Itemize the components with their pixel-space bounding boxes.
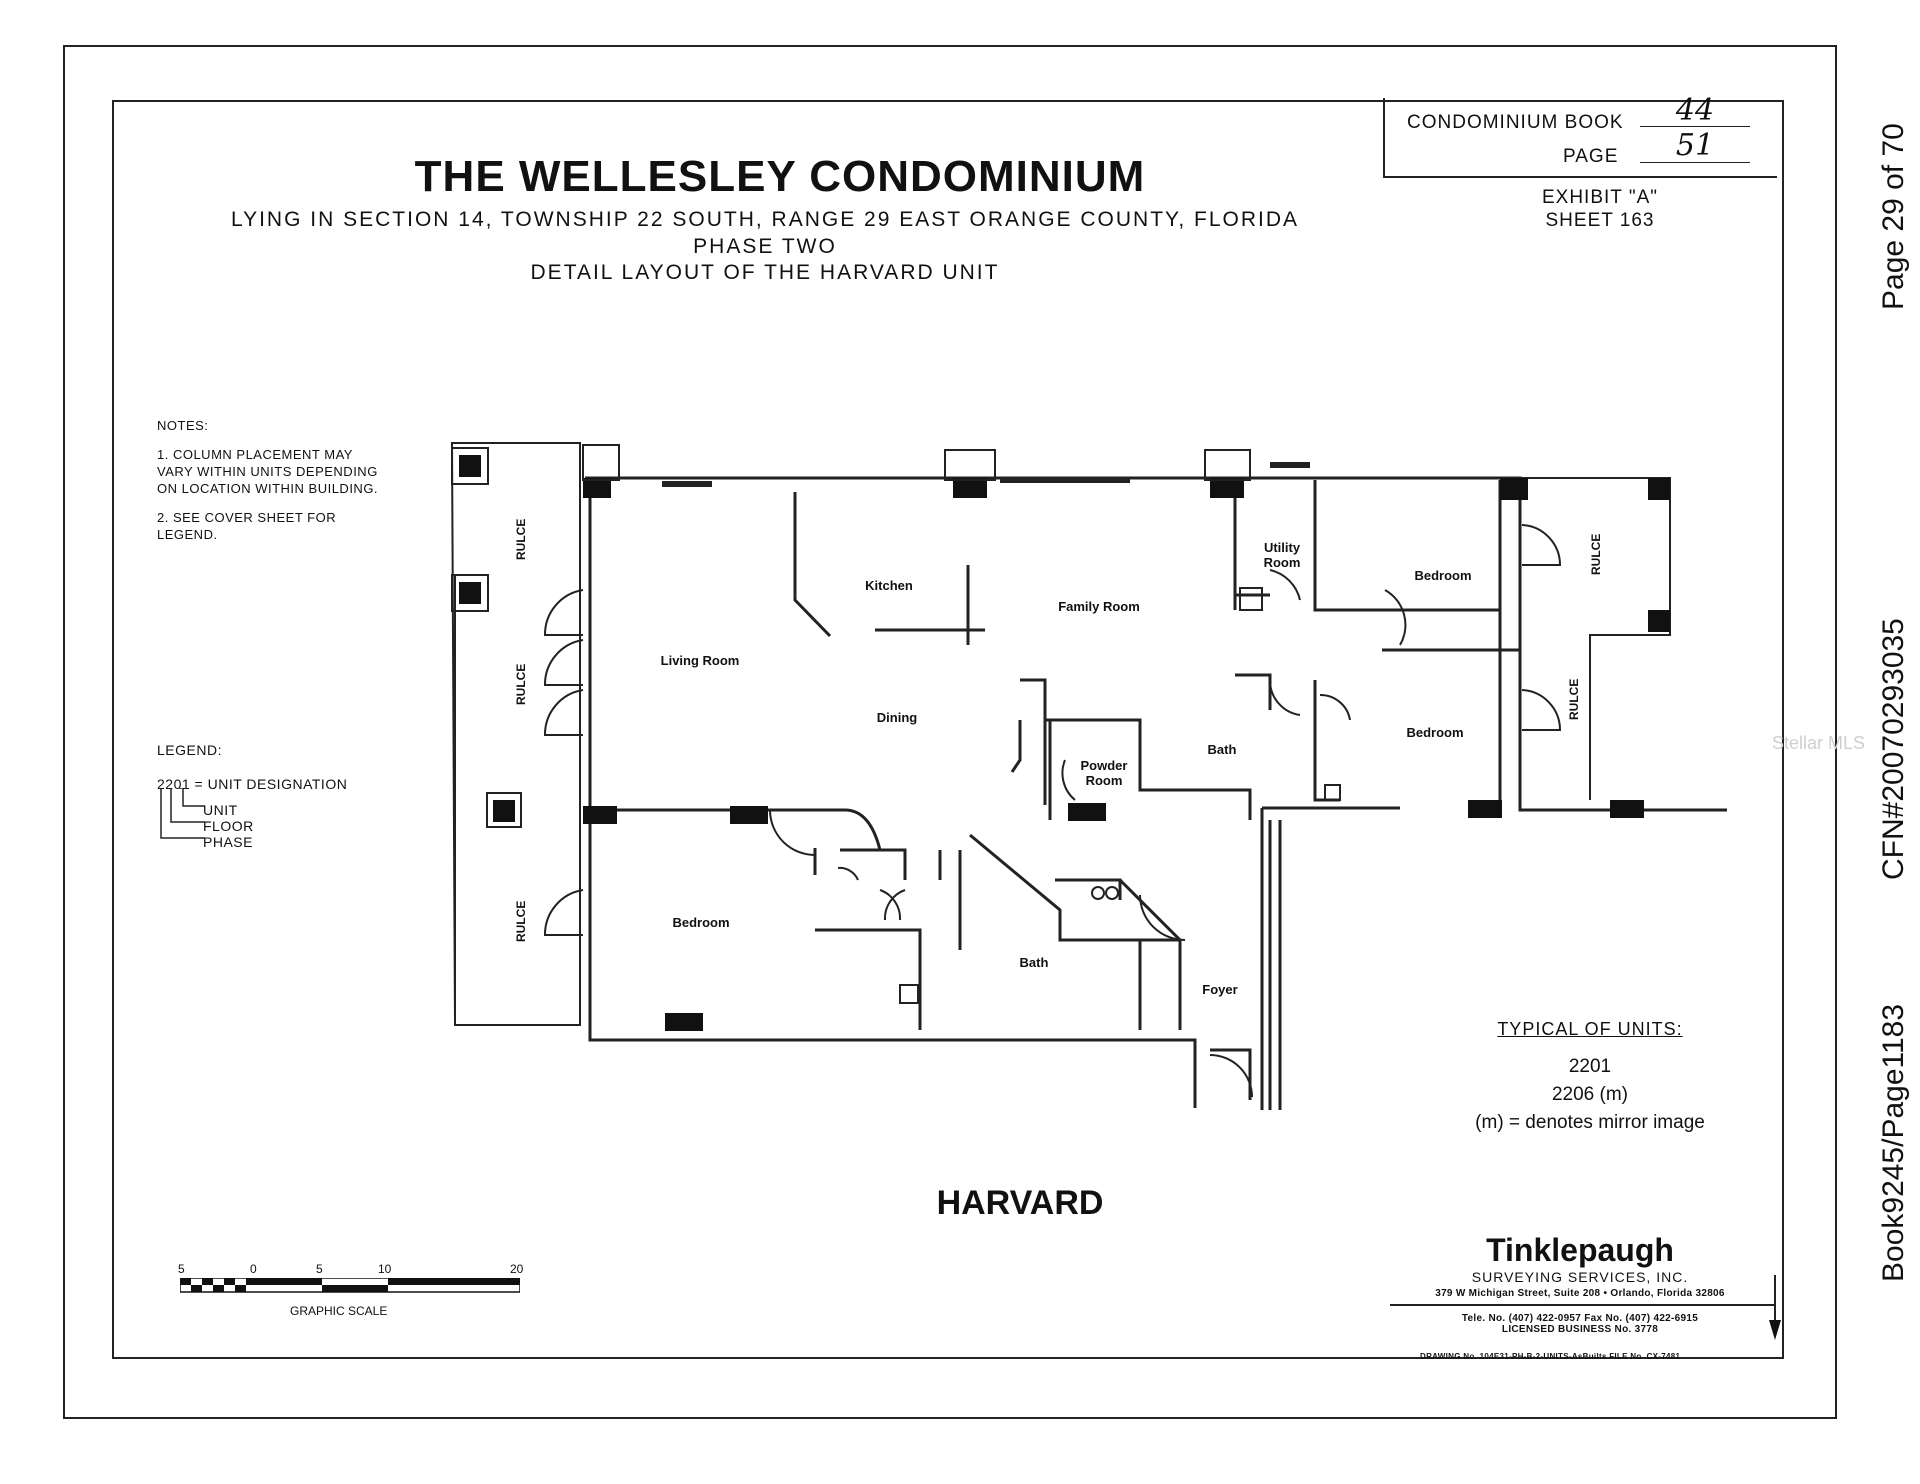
company-subtitle: SURVEYING SERVICES, INC. [1471, 1269, 1689, 1285]
room-bath-mid: Bath [1207, 742, 1237, 757]
watermark: Stellar MLS [1772, 733, 1866, 753]
scale-tick: 20 [510, 1262, 524, 1276]
company-address: 379 W Michigan Street, Suite 208 • Orlando, Florida 32806 [1435, 1288, 1725, 1299]
legend-phase: PHASE [203, 834, 253, 850]
room-foyer: Foyer [1202, 982, 1238, 997]
legend-floor: FLOOR [203, 818, 254, 834]
typical-heading: TYPICAL OF UNITS: [1497, 1019, 1683, 1039]
rulce-label: RULCE [1589, 533, 1603, 575]
company-license: LICENSED BUSINESS No. 3778 [1501, 1324, 1659, 1335]
document-title: THE WELLESLEY CONDOMINIUM [414, 152, 1146, 201]
exhibit-line: EXHIBIT "A" [1541, 187, 1658, 208]
company-name: Tinklepaugh [1486, 1232, 1674, 1268]
room-powder-line1: Powder [1080, 758, 1128, 773]
room-dining: Dining [876, 710, 918, 725]
scale-tick: 5 [316, 1262, 323, 1276]
room-utility-line1: Utility [1263, 540, 1301, 555]
structural-columns [459, 455, 1670, 1031]
scale-label: GRAPHIC SCALE [290, 1304, 388, 1318]
subtitle-detail: DETAIL LAYOUT OF THE HARVARD UNIT [530, 261, 1000, 284]
page-value: 51 [1640, 130, 1750, 163]
note-item: 2. SEE COVER SHEET FOR LEGEND. [157, 510, 337, 542]
legend-heading: LEGEND: [157, 742, 222, 758]
room-family-room: Family Room [1058, 599, 1140, 614]
scale-bar [180, 1278, 520, 1298]
scale-tick: 5 [178, 1262, 185, 1276]
side-page-count: Page 29 of 70 [1877, 123, 1910, 310]
room-powder-line2: Room [1085, 773, 1123, 788]
rulce-label: RULCE [514, 663, 528, 705]
rulce-label: RULCE [514, 518, 528, 560]
room-bedroom-east: Bedroom [1406, 725, 1464, 740]
graphic-scale [178, 1262, 524, 1322]
book-value: 44 [1640, 96, 1750, 127]
subtitle-location: LYING IN SECTION 14, TOWNSHIP 22 SOUTH, RANGE 29 EAST ORANGE COUNTY, FLORIDA [230, 208, 1300, 231]
typical-note: (m) = denotes mirror image [1475, 1112, 1705, 1133]
side-book-page: Book9245/Page1183 [1877, 1003, 1910, 1282]
side-cfn: CFN#20070293035 [1877, 618, 1910, 880]
typical-unit: 2206 (m) [1551, 1084, 1629, 1105]
note-item: 1. COLUMN PLACEMENT MAY VARY WITHIN UNITS DEPENDING ON LOCATION WITHIN BUILDING. [157, 447, 379, 496]
rulce-label: RULCE [514, 900, 528, 942]
rulce-label: RULCE [1567, 678, 1581, 720]
room-bedroom-northeast: Bedroom [1414, 568, 1472, 583]
book-label: CONDOMINIUM BOOK [1407, 112, 1624, 133]
subtitle-phase: PHASE TWO [693, 235, 837, 258]
company-phone: Tele. No. (407) 422-0957 Fax No. (407) 422-6915 [1461, 1313, 1699, 1324]
typical-units-block [1400, 1015, 1780, 1137]
room-bedroom-southwest: Bedroom [672, 915, 730, 930]
page-label: PAGE [1563, 146, 1619, 167]
sheet-line: SHEET 163 [1545, 210, 1655, 231]
plan-name: HARVARD [936, 1184, 1104, 1222]
typical-unit: 2201 [1568, 1056, 1612, 1077]
drawing-number: DRAWING No. 104E31-PH-B-2-UNITS-AsBuilts FILE No. CX-7481 [1420, 1352, 1681, 1361]
company-block [1380, 1232, 1780, 1335]
notes-heading: NOTES: [157, 418, 209, 433]
legend-unit: UNIT [203, 802, 238, 818]
scale-tick: 10 [378, 1262, 392, 1276]
room-utility-line2: Room [1263, 555, 1301, 570]
room-kitchen: Kitchen [865, 578, 913, 593]
room-living-room: Living Room [660, 653, 740, 668]
scale-tick: 0 [250, 1262, 257, 1276]
legend-designation: 2201 = UNIT DESIGNATION [157, 776, 348, 792]
room-bath-south: Bath [1019, 955, 1049, 970]
